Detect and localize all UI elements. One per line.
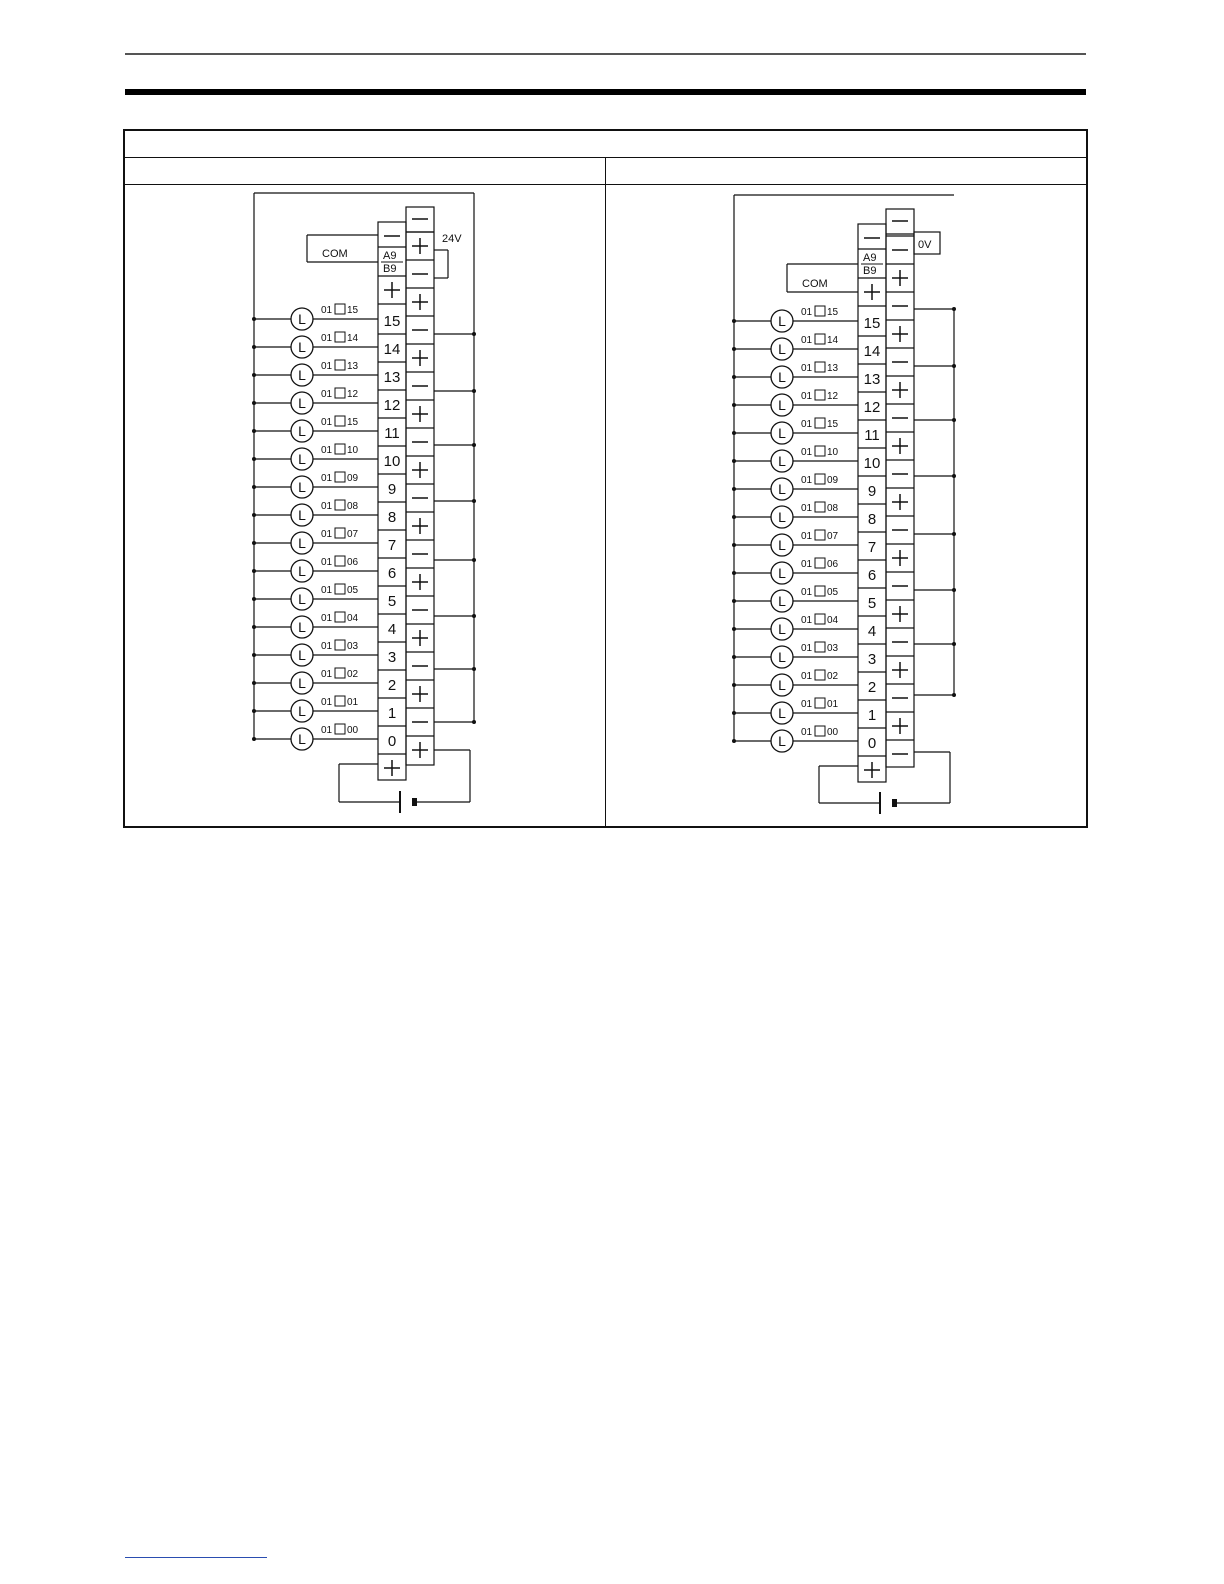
load-symbol: L [298,311,306,327]
address-prefix: 01 [801,559,813,570]
address-prefix: 01 [321,725,333,736]
terminal-number: 12 [383,397,401,414]
address-prefix: 01 [801,335,813,346]
address-box [815,586,825,596]
address-suffix: 15 [827,307,839,318]
address-suffix: 08 [347,501,359,512]
junction-dot [952,532,956,536]
address-prefix: 01 [321,333,333,344]
terminal-number: 5 [867,595,877,612]
terminal-number: 10 [383,453,401,470]
address-prefix: 01 [801,307,813,318]
address-prefix: 01 [801,363,813,374]
junction-dot [732,431,736,435]
address-suffix: 03 [347,641,359,652]
address-suffix: 10 [827,447,839,458]
terminal-number: 1 [867,707,877,724]
terminal-number: 13 [863,371,881,388]
address-suffix: 07 [347,529,359,540]
address-box [815,306,825,316]
load-symbol: L [778,313,786,329]
address-prefix: 01 [321,585,333,596]
load-symbol: L [298,731,306,747]
junction-dot [732,683,736,687]
junction-dot [732,571,736,575]
junction-dot [952,642,956,646]
junction-dot [732,319,736,323]
terminal-number: 6 [387,565,397,582]
terminal-number: 9 [387,481,397,498]
load-symbol: L [778,369,786,385]
load-symbol: L [298,395,306,411]
terminal-number: 11 [384,425,400,442]
load-symbol: L [778,397,786,413]
address-suffix: 14 [347,333,359,344]
address-suffix: 01 [347,697,359,708]
address-suffix: 05 [827,587,839,598]
address-box [815,726,825,736]
b9-label: B9 [383,263,397,275]
address-box [815,614,825,624]
terminal-number: 0 [867,735,877,752]
address-box [815,362,825,372]
address-prefix: 01 [801,671,813,682]
terminal-number: 7 [387,537,397,554]
address-suffix: 04 [347,613,359,624]
load-symbol: L [778,509,786,525]
load-symbol: L [778,565,786,581]
address-suffix: 13 [347,361,359,372]
load-symbol: L [778,425,786,441]
address-prefix: 01 [321,361,333,372]
terminal-number: 11 [864,427,880,444]
address-suffix: 07 [827,531,839,542]
junction-dot [732,655,736,659]
load-symbol: L [778,593,786,609]
address-suffix: 15 [347,417,359,428]
address-suffix: 00 [347,725,359,736]
address-suffix: 06 [827,559,839,570]
load-symbol: L [298,675,306,691]
terminal-number: 13 [383,369,401,386]
address-prefix: 01 [801,615,813,626]
load-symbol: L [778,621,786,637]
load-symbol: L [298,423,306,439]
load-symbol: L [298,451,306,467]
junction-dot [732,627,736,631]
address-prefix: 01 [321,473,333,484]
address-box [815,418,825,428]
address-prefix: 01 [801,587,813,598]
address-suffix: 03 [827,643,839,654]
address-prefix: 01 [321,613,333,624]
address-prefix: 01 [321,529,333,540]
address-suffix: 13 [827,363,839,374]
load-symbol: L [778,537,786,553]
address-suffix: 04 [827,615,839,626]
load-symbol: L [298,647,306,663]
terminal-number: 0 [387,733,397,750]
junction-dot [952,418,956,422]
address-prefix: 01 [321,641,333,652]
address-suffix: 02 [827,671,839,682]
address-suffix: 15 [827,419,839,430]
address-prefix: 01 [801,447,813,458]
address-prefix: 01 [801,727,813,738]
terminal-number: 6 [867,567,877,584]
battery-short-plate [892,799,897,807]
address-prefix: 01 [801,475,813,486]
terminal-number: 8 [387,509,397,526]
load-symbol: L [298,563,306,579]
address-box [815,446,825,456]
terminal-number: 10 [863,455,881,472]
load-symbol: L [298,507,306,523]
address-prefix: 01 [321,697,333,708]
load-symbol: L [298,339,306,355]
address-suffix: 14 [827,335,839,346]
address-prefix: 01 [321,417,333,428]
terminal-number: 8 [867,511,877,528]
address-box [815,334,825,344]
load-symbol: L [778,481,786,497]
junction-dot [952,474,956,478]
address-suffix: 02 [347,669,359,680]
load-symbol: L [298,367,306,383]
address-box [815,698,825,708]
address-box [815,390,825,400]
terminal-number: 9 [867,483,877,500]
terminal-number: 4 [387,621,397,638]
address-suffix: 12 [827,391,839,402]
terminal-number: 14 [863,343,881,360]
load-symbol: L [298,591,306,607]
load-symbol: L [778,677,786,693]
a9-label: A9 [863,252,877,264]
a9-label: A9 [383,250,397,262]
terminal-number: 5 [387,593,397,610]
b9-label: B9 [863,265,877,277]
address-prefix: 01 [801,643,813,654]
junction-dot [732,711,736,715]
address-suffix: 12 [347,389,359,400]
junction-dot [732,739,736,743]
terminal-number: 7 [867,539,877,556]
terminal-number: 2 [867,679,877,696]
address-suffix: 08 [827,503,839,514]
address-box [815,642,825,652]
com-label: COM [322,248,348,260]
load-symbol: L [298,479,306,495]
load-symbol: L [298,703,306,719]
terminal-number: 3 [387,649,397,666]
address-suffix: 00 [827,727,839,738]
junction-dot [732,599,736,603]
junction-dot [952,307,956,311]
address-suffix: 15 [347,305,359,316]
load-symbol: L [298,535,306,551]
junction-dot [732,459,736,463]
address-box [815,474,825,484]
terminal-number: 12 [863,399,881,416]
address-prefix: 01 [321,389,333,400]
address-box [815,502,825,512]
junction-dot [732,543,736,547]
junction-dot [732,347,736,351]
address-box [815,670,825,680]
address-prefix: 01 [801,531,813,542]
address-prefix: 01 [321,557,333,568]
load-symbol: L [778,341,786,357]
address-suffix: 10 [347,445,359,456]
address-box [815,558,825,568]
terminal-column-a [858,224,886,782]
address-prefix: 01 [801,391,813,402]
address-suffix: 01 [827,699,839,710]
address-prefix: 01 [321,501,333,512]
load-symbol: L [298,619,306,635]
terminal-number: 1 [387,705,397,722]
junction-dot [952,364,956,368]
junction-dot [952,693,956,697]
junction-dot [732,375,736,379]
junction-dot [732,487,736,491]
junction-dot [732,515,736,519]
address-prefix: 01 [801,419,813,430]
address-suffix: 09 [347,473,359,484]
address-prefix: 01 [321,669,333,680]
address-prefix: 01 [801,503,813,514]
load-symbol: L [778,705,786,721]
address-prefix: 01 [321,305,333,316]
address-box [815,530,825,540]
terminal-number: 14 [383,341,401,358]
supply-label: 0V [918,239,932,251]
terminal-number: 15 [383,313,401,330]
load-symbol: L [778,453,786,469]
terminal-number: 15 [863,315,881,332]
terminal-number: 3 [867,651,877,668]
address-suffix: 06 [347,557,359,568]
address-suffix: 05 [347,585,359,596]
com-label: COM [802,278,828,290]
terminal-number: 2 [387,677,397,694]
load-symbol: L [778,733,786,749]
terminal-number: 4 [867,623,877,640]
address-prefix: 01 [321,445,333,456]
junction-dot [952,588,956,592]
address-prefix: 01 [801,699,813,710]
footer-rule [125,1557,267,1558]
supply-label: 24V [442,233,462,245]
load-symbol: L [778,649,786,665]
junction-dot [732,403,736,407]
address-suffix: 09 [827,475,839,486]
